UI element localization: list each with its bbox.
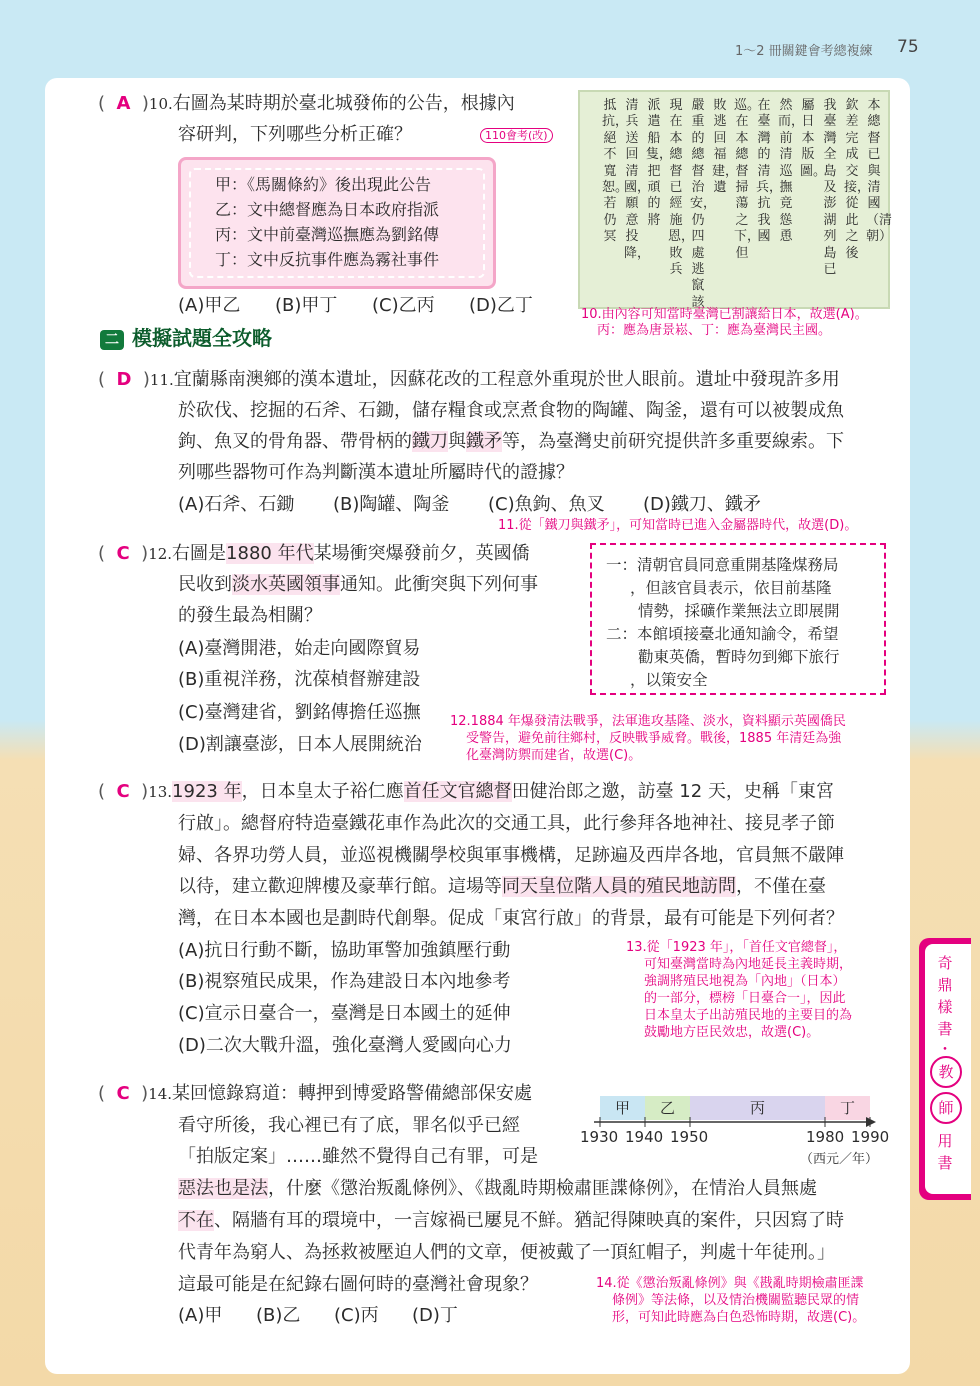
timeline-segment: 甲 xyxy=(600,1096,645,1120)
q13-line5: 灣，在日本本國也是劃時代創舉。促成「東宮行啟」的背景，最有可能是下列何者？ xyxy=(178,908,844,929)
q13-explanation-line: 日本皇太子出訪殖民地的主要目的為 xyxy=(644,1008,853,1023)
q11-option-a[interactable]: (A)石斧、石鋤 xyxy=(178,494,295,515)
q13-option-d[interactable]: (D)二次大戰升溫，強化臺灣人愛國向心力 xyxy=(178,1035,512,1056)
notice-column: 嚴重的總督治安，仍四處逃竄該 xyxy=(690,98,717,310)
q10-notice-image xyxy=(578,90,893,310)
notice-column: 本總督已與清國（清朝） xyxy=(866,98,893,245)
q13-explanation-line: 可知臺灣當時為內地延長主義時期， xyxy=(644,957,853,972)
sidebar-char: 用 xyxy=(937,1132,953,1150)
q10-exam-tag: 110會考(改) xyxy=(480,124,553,143)
q12-notice-line: ，以策安全 xyxy=(630,671,708,689)
q13-explanation-line: 13.從「1923 年」，「首任文官總督」， xyxy=(626,940,847,955)
q13-explanation-line: 的一部分，標榜「日臺合一」，因此 xyxy=(644,991,846,1006)
q12-line1: ( C )12.右圖是1880 年代某場衝突爆發前夕，英國僑 xyxy=(98,543,530,564)
q10-option-d[interactable]: (D)乙丁 xyxy=(469,295,533,316)
q14-line5: 不在、隔牆有耳的環境中，一言嫁禍已屢見不鮮。猶記得陳映真的案件，只因寫了時 xyxy=(178,1210,844,1231)
q14-line4: 惡法也是法，什麼《懲治叛亂條例》、《戡亂時期檢肅匪諜條例》，在情治人員無處 xyxy=(178,1178,817,1199)
q14-option-c[interactable]: (C)丙 xyxy=(334,1305,379,1326)
q10-statement: 丁：文中反抗事件應為霧社事件 xyxy=(215,250,440,269)
sidebar-char: 教 xyxy=(930,1056,962,1088)
q10-explanation-line: 丙：應為唐景崧、丁：應為臺灣民主國。 xyxy=(597,323,832,338)
q10-statement-box xyxy=(178,157,496,289)
q10-statement: 甲：《馬關條約》後出現此公告 xyxy=(215,175,432,194)
q10-option-a[interactable]: (A)甲乙 xyxy=(178,295,241,316)
publisher-sidebar xyxy=(919,938,971,1200)
q11-option-c[interactable]: (C)魚鉤、魚叉 xyxy=(488,494,605,515)
q14-option-a[interactable]: (A)甲 xyxy=(178,1305,223,1326)
q12-notice-line: 二：本館頃接臺北通知諭令，希望 xyxy=(606,625,839,643)
q12-notice-line: 情勢，採礦作業無法立即展開 xyxy=(638,602,840,620)
q11-explanation: 11.從「鐵刀與鐵矛」，可知當時已進入金屬器時代，故選(D)。 xyxy=(498,518,858,533)
notice-column: 我臺灣全島及澎湖列島已 xyxy=(823,98,837,278)
q13-answer: C xyxy=(116,781,130,802)
q10-option-b[interactable]: (B)甲丁 xyxy=(275,295,338,316)
q12-explanation-line: 12.1884 年爆發清法戰爭，法軍進攻基隆、淡水，資料顯示英國僑民 xyxy=(450,714,846,729)
q14-explanation-line: 14.從《懲治叛亂條例》與《戡亂時期檢肅匪諜 xyxy=(596,1276,864,1291)
q12-line2: 民收到淡水英國領事通知。此衝突與下列何事 xyxy=(178,574,538,595)
sidebar-char: 鼎 xyxy=(937,976,953,994)
q12-notice-line: ，但該官員表示，依目前基隆 xyxy=(630,579,832,597)
q13-option-a[interactable]: (A)抗日行動不斷，協助軍警加強鎮壓行動 xyxy=(178,940,511,961)
q13-line3: 婦、各界功勞人員，並巡視機關學校與軍事機構，足跡遍及西岸各地，官員無不嚴陣 xyxy=(178,845,844,866)
notice-column: 抵抗，絕不寬恕。若仍冥 xyxy=(602,98,629,245)
section-title: 二 模擬試題全攻略 xyxy=(100,322,272,351)
notice-column: 屬日本版圖。 xyxy=(800,98,827,179)
q14-explanation-line: 形，可知此時應為白色恐怖時期，故選(C)。 xyxy=(612,1310,866,1325)
timeline-tick: 1950 xyxy=(670,1128,709,1146)
q12-option-c[interactable]: (C)臺灣建省，劉銘傳擔任巡撫 xyxy=(178,702,421,723)
q12-notice-box xyxy=(590,543,886,695)
timeline-tick: 1980 xyxy=(806,1128,845,1146)
q10-option-c[interactable]: (C)乙丙 xyxy=(372,295,435,316)
q11-line2: 於砍伐、挖掘的石斧、石鋤，儲存糧食或烹煮食物的陶罐、陶釜，還有可以被製成魚 xyxy=(178,400,844,421)
sidebar-char: ・ xyxy=(937,1040,953,1058)
page-number: 75 xyxy=(897,37,919,57)
q10-line2: 容研判，下列哪些分析正確？ xyxy=(178,124,412,145)
q10-explanation-line: 10.由內容可知當時臺灣已割讓給日本，故選(A)。 xyxy=(581,307,868,322)
q11-line3: 鉤、魚叉的骨角器、帶骨柄的鐵刀與鐵矛等，為臺灣史前研究提供許多重要線索。下 xyxy=(178,431,844,452)
notice-column: 派遣船隻，把頑的將 xyxy=(646,98,673,228)
q10-answer: A xyxy=(116,93,131,114)
q10-statement: 丙：文中前臺灣巡撫應為劉銘傳 xyxy=(215,225,440,244)
q14-option-d[interactable]: (D)丁 xyxy=(412,1305,458,1326)
timeline-segment: 乙 xyxy=(645,1096,690,1120)
q11-option-b[interactable]: (B)陶罐、陶釜 xyxy=(333,494,450,515)
q11-line1: ( D )11.宜蘭縣南澳鄉的漢本遺址，因蘇花改的工程意外重現於世人眼前。遺址中發現許多用 xyxy=(98,369,840,390)
q12-notice-line: 一：清朝官員同意重開基隆煤務局 xyxy=(606,556,839,574)
timeline-segment: 丁 xyxy=(825,1096,870,1120)
notice-column: 清兵送回清國，願意投降， xyxy=(624,98,651,261)
q14-line2: 看守所後，我心裡已有了底，罪名似乎已經 xyxy=(178,1115,520,1136)
notice-column: 巡。在本總督掃蕩之下，但 xyxy=(734,98,761,261)
q13-line1: ( C )13.1923 年，日本皇太子裕仁應首任文官總督田健治郎之邀，訪臺 12 天，史稱「東宮 xyxy=(98,781,834,802)
sidebar-char: 樣 xyxy=(937,998,953,1016)
q11-line4: 列哪些器物可作為判斷漢本遺址所屬時代的證據？ xyxy=(178,462,574,483)
q12-option-d[interactable]: (D)割讓臺澎，日本人展開統治 xyxy=(178,734,422,755)
q12-explanation-line: 化臺灣防禦而建省，故選(C)。 xyxy=(466,748,642,763)
q13-explanation-line: 強調將殖民地視為「內地」（日本） xyxy=(644,974,846,989)
sidebar-char: 奇 xyxy=(937,954,953,972)
q14-line7: 這最可能是在紀錄右圖何時的臺灣社會現象？ xyxy=(178,1274,538,1295)
q14-answer: C xyxy=(116,1083,130,1104)
sidebar-char: 師 xyxy=(930,1092,962,1124)
q10-line1: ( A )10.右圖為某時期於臺北城發佈的公告，根據內 xyxy=(98,93,515,114)
timeline-tick: 1930 xyxy=(580,1128,619,1146)
timeline-segment: 丙 xyxy=(690,1096,825,1120)
sidebar-char: 書 xyxy=(937,1154,953,1172)
section-badge: 二 xyxy=(100,330,124,350)
q13-explanation-line: 鼓勵地方臣民效忠，故選(C)。 xyxy=(644,1025,820,1040)
q13-line4: 以待，建立歡迎牌樓及豪華行館。這場等同天皇位階人員的殖民地訪問，不僅在臺 xyxy=(178,876,826,897)
q11-answer: D xyxy=(116,369,132,390)
q14-line6: 代青年為窮人、為拯救被壓迫人們的文章，便被戴了一頂紅帽子，判處十年徒刑。」 xyxy=(178,1242,835,1263)
timeline-unit: （西元／年） xyxy=(800,1152,879,1167)
q12-option-b[interactable]: (B)重視洋務，沈葆楨督辦建設 xyxy=(178,669,421,690)
q14-line1: ( C )14.某回憶錄寫道：轉押到博愛路警備總部保安處 xyxy=(98,1083,533,1104)
q12-option-a[interactable]: (A)臺灣開港，始走向國際貿易 xyxy=(178,638,421,659)
notice-column: 欽差完成交接，從此之後 xyxy=(844,98,871,261)
q10-statement: 乙：文中總督應為日本政府指派 xyxy=(215,200,440,219)
q13-line2: 行啟」。總督府特造臺鐵花車作為此次的交通工具，此行參拜各地神社、接見孝子節 xyxy=(178,813,835,834)
q13-option-c[interactable]: (C)宣示日臺合一，臺灣是日本國土的延伸 xyxy=(178,1003,511,1024)
notice-column: 然而，前清巡撫竟慫恿 xyxy=(778,98,805,245)
running-header: 1～2 冊關鍵會考總複練 xyxy=(735,44,873,59)
q12-answer: C xyxy=(116,543,130,564)
q11-option-d[interactable]: (D)鐵刀、鐵矛 xyxy=(643,494,761,515)
notice-column: 現在本總督已經施恩，敗兵 xyxy=(668,98,695,278)
sidebar-char: 書 xyxy=(937,1020,953,1038)
q12-explanation-line: 受警告，避免前往鄉村，反映戰爭威脅。戰後，1885 年清廷為強 xyxy=(466,731,842,746)
q13-option-b[interactable]: (B)視察殖民成果，作為建設日本內地參考 xyxy=(178,971,511,992)
q14-line3: 「拍版定案」……雖然不覺得自己有罪，可是 xyxy=(178,1146,538,1167)
q14-explanation-line: 條例》等法條，以及情治機關監聽民眾的情 xyxy=(612,1293,860,1308)
timeline-tick: 1990 xyxy=(851,1128,890,1146)
q12-line3: 的發生最為相關？ xyxy=(178,605,322,626)
q12-notice-line: 勸東英僑，暫時勿到鄉下旅行 xyxy=(638,648,840,666)
q14-option-b[interactable]: (B)乙 xyxy=(256,1305,301,1326)
notice-column: 敗逃回福建，遺 xyxy=(712,98,739,196)
timeline-tick: 1940 xyxy=(625,1128,664,1146)
notice-column: 在臺灣的清兵，抗我國 xyxy=(756,98,783,245)
